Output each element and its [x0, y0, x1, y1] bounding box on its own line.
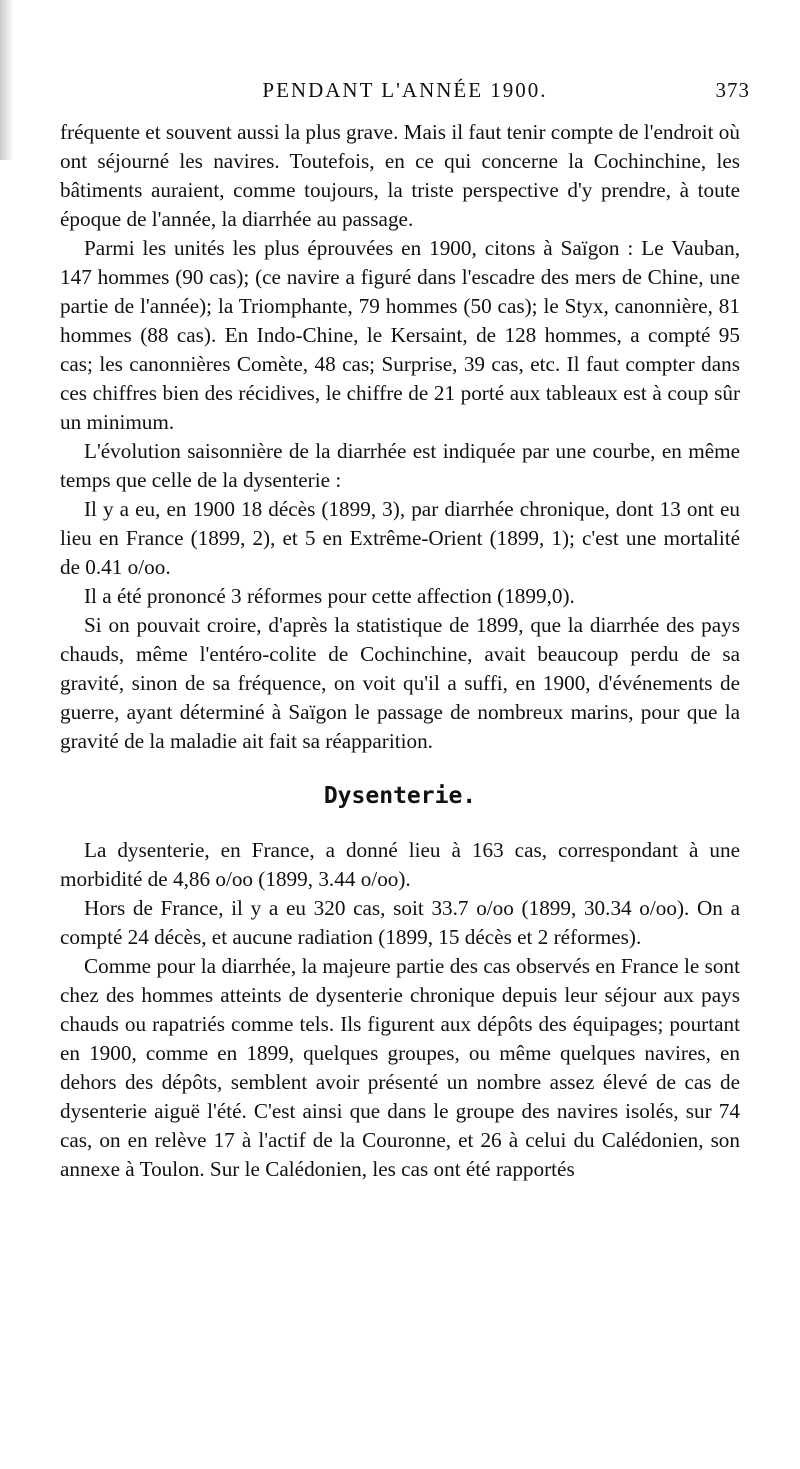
running-header — [60, 78, 750, 108]
paragraph-continued: fréquente et souvent aussi la plus grave. Mais il faut tenir compte de l'endroit où ont séjourné les navires. Toutefois, en ce qui concerne la Cochinchine, les bâtiments auraient, comme toujours, la triste perspective d'y prendre, à toute époque de l'année, la diarrhée au passage. — [60, 120, 740, 231]
paragraph-dysentery-france: La dysenterie, en France, a donné lieu à 163 cas, correspondant à une morbidité de 4,86 o/oo (1899, 3.44 o/oo). — [60, 838, 740, 891]
section-heading: Dysenterie. — [323, 783, 477, 809]
paragraph-reforms: Il a été prononcé 3 réformes pour cette affection (1899,0). — [84, 584, 575, 608]
paragraph-deaths: Il y a eu, en 1900 18 décès (1899, 3), par diarrhée chronique, dont 13 ont eu lieu en France (1899, 2), et 5 en Extrême-Orient (1899, 1); c'est une mortalité de 0.41 o/oo. — [60, 497, 740, 579]
page-body — [60, 118, 740, 1184]
paragraph-gravity: Si on pouvait croire, d'après la statistique de 1899, que la diarrhée des pays chauds, même l'entéro-colite de Cochinchine, avait beaucoup perdu de sa gravité, sinon de sa fréquence, on voit qu'il a suffi, en 1900, d'événements de guerre, ayant déterminé à Saïgon le passage de nombreux marins, pour que la gravité de la maladie ait fait sa réapparition. — [60, 613, 740, 753]
paragraph-dysentery-cases: Comme pour la diarrhée, la majeure partie des cas observés en France le sont chez des hommes atteints de dysenterie chronique depuis leur séjour aux pays chauds ou rapatriés comme tels. Ils figurent aux dépôts des équipages; pourtant en 1900, comme en 1899, quelques groupes, ou même quelques navires, en dehors des dépôts, semblent avoir présenté un nombre assez élevé de cas de dysenterie aiguë l'été. C'est ainsi que dans le groupe des navires isolés, sur 74 cas, on en relève 17 à l'actif de la Couronne, et 26 à celui du Calédonien, son annexe à Toulon. Sur le Calédonien, les cas ont été rapportés — [60, 954, 740, 1181]
scan-edge-shadow — [0, 0, 14, 160]
paragraph-dysentery-abroad: Hors de France, il y a eu 320 cas, soit 33.7 o/oo (1899, 30.34 o/oo). On a compté 24 décès, et aucune radiation (1899, 15 décès et 2 réformes). — [60, 896, 740, 949]
paragraph-units-1900: Parmi les unités les plus éprouvées en 1900, citons à Saïgon : Le Vauban, 147 hommes (90 cas); (ce navire a figuré dans l'escadre des mers de Chine, une partie de l'année); la Triomphante, 79 hommes (50 cas); le Styx, canonnière, 81 hommes (88 cas). En Indo-Chine, le Kersaint, de 128 hommes, a compté 95 cas; les canonnières Comète, 48 cas; Surprise, 39 cas, etc. Il faut compter dans ces chiffres bien des récidives, le chiffre de 21 porté aux tableaux est à coup sûr un minimum. — [60, 236, 740, 434]
paragraph-seasonal-evolution: L'évolution saisonnière de la diarrhée est indiquée par une courbe, en même temps que celle de la dysenterie : — [60, 439, 740, 492]
running-title: PENDANT L'ANNÉE 1900. — [262, 78, 548, 102]
page-number: 373 — [715, 78, 750, 102]
